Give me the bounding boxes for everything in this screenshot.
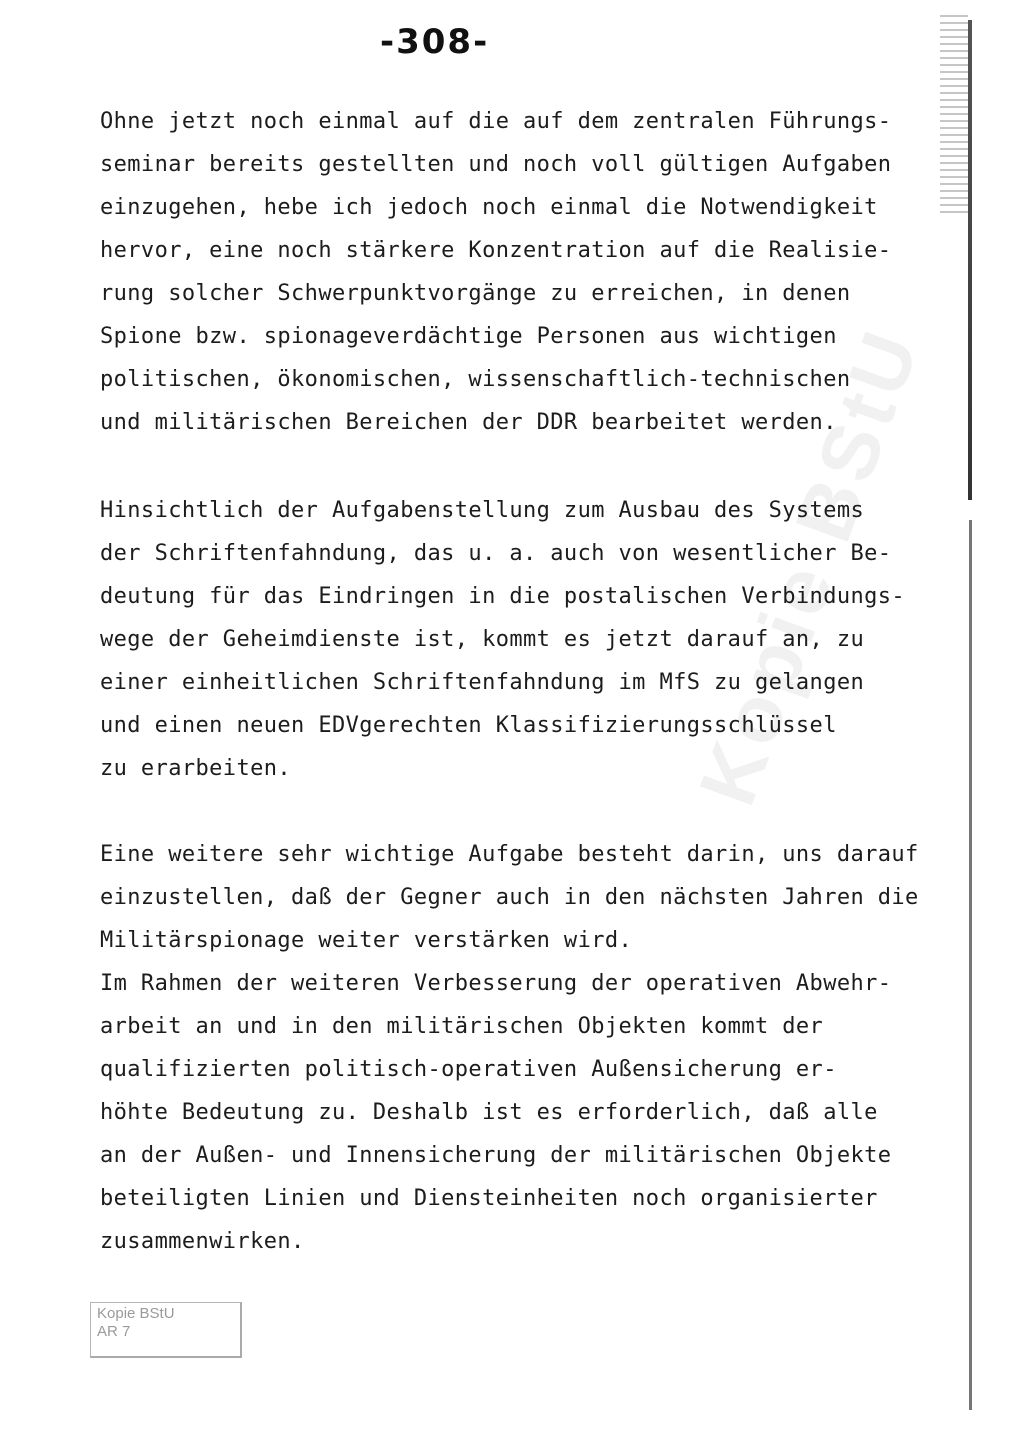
text-line: arbeit an und in den militärischen Objekten kommt der	[100, 1014, 824, 1039]
margin-marks	[940, 15, 968, 215]
archive-stamp	[90, 1302, 242, 1358]
text-line: seminar bereits gestellten und noch voll gültigen Aufgaben	[100, 152, 892, 177]
text-line: deutung für das Eindringen in die postalischen Verbindungs-	[100, 584, 906, 609]
text-line: qualifizierten politisch-operativen Außensicherung er-	[100, 1057, 837, 1082]
text-line: einer einheitlichen Schriftenfahndung im MfS zu gelangen	[100, 670, 865, 695]
text-line: Eine weitere sehr wichtige Aufgabe besteht darin, uns darauf	[100, 842, 919, 867]
stamp-line-1: Kopie BStU	[97, 1305, 175, 1322]
margin-line-bottom	[969, 520, 972, 1410]
text-line: einzugehen, hebe ich jedoch noch einmal die Notwendigkeit	[100, 195, 878, 220]
paragraph-2	[100, 489, 905, 790]
text-line: zu erarbeiten.	[100, 756, 292, 781]
page-number: -308-	[380, 22, 490, 62]
text-line: wege der Geheimdienste ist, kommt es jetzt darauf an, zu	[100, 627, 865, 652]
watermark-stamp: Kopie BStU	[682, 315, 937, 816]
text-line: hervor, eine noch stärkere Konzentration auf die Realisie-	[100, 238, 892, 263]
text-line: und militärischen Bereichen der DDR bearbeitet werden.	[100, 410, 837, 435]
text-line: beteiligten Linien und Diensteinheiten noch organisierter	[100, 1186, 878, 1211]
text-line: zusammenwirken.	[100, 1229, 305, 1254]
text-line: und einen neuen EDVgerechten Klassifizierungsschlüssel	[100, 713, 837, 738]
text-line: Hinsichtlich der Aufgabenstellung zum Ausbau des Systems	[100, 498, 865, 523]
text-line: höhte Bedeutung zu. Deshalb ist es erforderlich, daß alle	[100, 1100, 878, 1125]
stamp-line-2: AR 7	[97, 1323, 131, 1340]
text-line: einzustellen, daß der Gegner auch in den nächsten Jahren die	[100, 885, 919, 910]
text-line: Militärspionage weiter verstärken wird.	[100, 928, 633, 953]
text-line: Ohne jetzt noch einmal auf die auf dem zentralen Führungs-	[100, 109, 892, 134]
text-line: rung solcher Schwerpunktvorgänge zu erreichen, in denen	[100, 281, 851, 306]
text-line: an der Außen- und Innensicherung der militärischen Objekte	[100, 1143, 892, 1168]
paragraph-3	[100, 833, 919, 1263]
margin-line-top	[968, 20, 972, 500]
text-line: Im Rahmen der weiteren Verbesserung der operativen Abwehr-	[100, 971, 892, 996]
text-line: politischen, ökonomischen, wissenschaftlich-technischen	[100, 367, 851, 392]
paragraph-1	[100, 100, 891, 444]
text-line: der Schriftenfahndung, das u. a. auch von wesentlicher Be-	[100, 541, 892, 566]
text-line: Spione bzw. spionageverdächtige Personen aus wichtigen	[100, 324, 837, 349]
